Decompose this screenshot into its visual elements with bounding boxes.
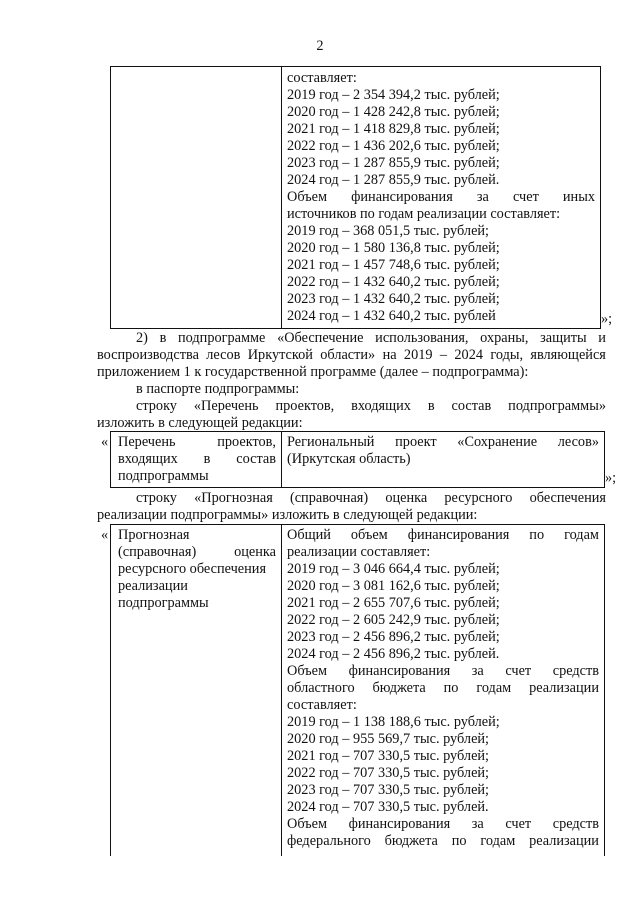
table1-line: 2022 год – 1 436 202,6 тыс. рублей;	[287, 138, 500, 154]
word: использования,	[375, 330, 469, 346]
word: областного	[287, 680, 355, 696]
word: охраны,	[480, 330, 529, 346]
word: по	[529, 527, 545, 543]
table3-total-heading	[287, 527, 599, 544]
paragraph-2-line-5	[136, 398, 606, 415]
word: федерального	[287, 833, 371, 849]
word: являющейся	[530, 347, 606, 363]
word: счет	[512, 189, 539, 205]
word: в	[203, 451, 211, 467]
table1-line: 2023 год – 1 432 640,2 тыс. рублей;	[287, 291, 500, 307]
table3-line: 2020 год – 3 081 162,6 тыс. рублей;	[287, 578, 500, 594]
word: реализации	[529, 680, 599, 696]
table3-left-border	[110, 524, 111, 856]
table1-other-heading	[287, 189, 595, 206]
table1-line: 2019 год – 2 354 394,2 тыс. рублей;	[287, 87, 500, 103]
word: финансирования	[348, 816, 451, 832]
table3-line: 2020 год – 955 569,7 тыс. рублей;	[287, 731, 490, 747]
paragraph-2-line-4: в паспорте подпрограммы:	[136, 381, 300, 397]
page-number: 2	[316, 38, 324, 54]
word: «Перечень	[193, 398, 259, 414]
table3-line: составляет:	[287, 697, 357, 713]
word: воспроизводства	[97, 347, 199, 363]
table1-line: 2024 год – 1 432 640,2 тыс. рублей	[287, 308, 496, 324]
word: годы,	[490, 347, 524, 363]
table3-line: 2024 год – 707 330,5 тыс. рублей.	[287, 799, 489, 815]
word: финансирования	[351, 189, 453, 205]
table3-line: реализации составляет:	[287, 544, 431, 560]
word: иных	[562, 189, 595, 205]
word: оценка	[234, 544, 276, 560]
word: Перечень	[118, 434, 176, 450]
word: в	[427, 398, 435, 414]
word: области»	[320, 347, 376, 363]
table3-line: 2023 год – 2 456 896,2 тыс. рублей;	[287, 629, 500, 645]
table3-left-line-3: ресурсного обеспечения	[118, 561, 267, 577]
word: средств	[552, 816, 599, 832]
table1-line: 2022 год – 1 432 640,2 тыс. рублей;	[287, 274, 500, 290]
word: объем	[350, 527, 388, 543]
word: лесов	[206, 347, 241, 363]
word: за	[471, 816, 484, 832]
word: подпрограммы»	[508, 398, 606, 414]
table3-left-line-2	[118, 544, 276, 561]
word: на	[382, 347, 397, 363]
word: ресурсного	[444, 490, 513, 506]
word: обеспечения	[529, 490, 606, 506]
table3-line: 2019 год – 3 046 664,4 тыс. рублей;	[287, 561, 500, 577]
table2-right-line-2: (Иркутская область)	[287, 451, 411, 467]
table3-line: 2022 год – 707 330,5 тыс. рублей;	[287, 765, 490, 781]
word: 2024	[454, 347, 483, 363]
word: (справочная)	[118, 544, 197, 560]
table1-line: 2024 год – 1 287 855,9 тыс. рублей.	[287, 172, 500, 188]
word: Объем	[287, 189, 328, 205]
word: счет	[505, 663, 532, 679]
word: подпрограмме	[178, 330, 266, 346]
table2-left-line-1	[118, 434, 276, 451]
word: –	[439, 347, 448, 363]
table3-left-line-4: реализации	[118, 578, 188, 594]
word: строку	[136, 398, 177, 414]
word: входящих	[118, 451, 178, 467]
word: годам	[480, 833, 516, 849]
table1-line: 2021 год – 1 418 829,8 тыс. рублей;	[287, 121, 500, 137]
table3-left-line-1: Прогнозная	[118, 527, 190, 543]
word: финансирования	[348, 663, 451, 679]
table1-line: 2021 год – 1 457 748,6 тыс. рублей;	[287, 257, 500, 273]
word: бюджета	[372, 680, 426, 696]
word: оценка	[385, 490, 428, 506]
word: за	[471, 663, 484, 679]
table3-line: 2021 год – 707 330,5 тыс. рублей;	[287, 748, 490, 764]
table1-line: 2020 год – 1 580 136,8 тыс. рублей;	[287, 240, 500, 256]
table1-line: 2019 год – 368 051,5 тыс. рублей;	[287, 223, 490, 239]
word: за	[476, 189, 489, 205]
word: средств	[552, 663, 599, 679]
table3-line: 2024 год – 2 456 896,2 тыс. рублей.	[287, 646, 500, 662]
word: счет	[505, 816, 532, 832]
table1-line: источников по годам реализации составляет:	[287, 206, 561, 222]
table2-right-line-1	[287, 434, 599, 451]
word: «Сохранение	[457, 434, 538, 450]
word: годам	[564, 527, 599, 543]
word: в	[159, 330, 167, 346]
table3-column-divider	[281, 524, 282, 856]
word: строку	[136, 490, 177, 506]
word: Общий	[287, 527, 331, 543]
word: проект	[395, 434, 437, 450]
table3-open-quote: «	[101, 527, 109, 543]
table3-regional-heading-2	[287, 680, 599, 697]
word: Иркутской	[247, 347, 313, 363]
table2-open-quote: «	[101, 434, 109, 450]
table1-column-divider	[281, 66, 282, 328]
table3-federal-heading	[287, 816, 599, 833]
paragraph-3-line-1	[136, 490, 606, 507]
word: состав	[451, 398, 492, 414]
table2-closing-quote: »;	[605, 470, 617, 486]
table1-closing-quote: »;	[601, 311, 613, 327]
table3-regional-heading	[287, 663, 599, 680]
word: «Обеспечение	[277, 330, 364, 346]
table3-line: 2019 год – 1 138 188,6 тыс. рублей;	[287, 714, 500, 730]
word: по	[443, 680, 459, 696]
table3-top-border	[110, 524, 605, 525]
word: 2)	[136, 330, 148, 346]
paragraph-3-line-2: реализации подпрограммы» изложить в следующей редакции:	[97, 507, 478, 523]
table1-line: 2023 год – 1 287 855,9 тыс. рублей;	[287, 155, 500, 171]
word: Объем	[287, 816, 328, 832]
table1-line: 2020 год – 1 428 242,8 тыс. рублей;	[287, 104, 500, 120]
table3-left-line-5: подпрограммы	[118, 595, 209, 611]
table2-left-line-3: подпрограммы	[118, 468, 209, 484]
word: финансирования	[407, 527, 510, 543]
word: проектов,	[275, 398, 335, 414]
table3-line: 2022 год – 2 605 242,9 тыс. рублей;	[287, 612, 500, 628]
word: Региональный	[287, 434, 375, 450]
word: по	[451, 833, 467, 849]
paragraph-2-line-2	[97, 347, 606, 364]
word: бюджета	[384, 833, 438, 849]
paragraph-2-line-1	[136, 330, 606, 347]
word: (справочная)	[289, 490, 369, 506]
table2-left-line-2	[118, 451, 276, 468]
table2-column-divider	[281, 431, 282, 487]
table3-right-border	[604, 524, 605, 856]
table3-line: 2021 год – 2 655 707,6 тыс. рублей;	[287, 595, 500, 611]
word: защиты	[540, 330, 587, 346]
word: и	[598, 330, 606, 346]
word: Объем	[287, 663, 328, 679]
word: годам	[476, 680, 512, 696]
word: «Прогнозная	[194, 490, 273, 506]
paragraph-2-line-6: изложить в следующей редакции:	[97, 415, 303, 431]
table1-line: составляет:	[287, 70, 357, 86]
paragraph-2-line-3: приложением 1 к государственной программе (далее – подпрограмма):	[97, 364, 529, 380]
table3-federal-heading-2	[287, 833, 599, 850]
word: лесов»	[557, 434, 599, 450]
word: проектов,	[217, 434, 276, 450]
word: реализации	[529, 833, 599, 849]
word: 2019	[403, 347, 433, 363]
word: входящих	[351, 398, 411, 414]
table3-line: 2023 год – 707 330,5 тыс. рублей;	[287, 782, 490, 798]
word: состав	[236, 451, 276, 467]
